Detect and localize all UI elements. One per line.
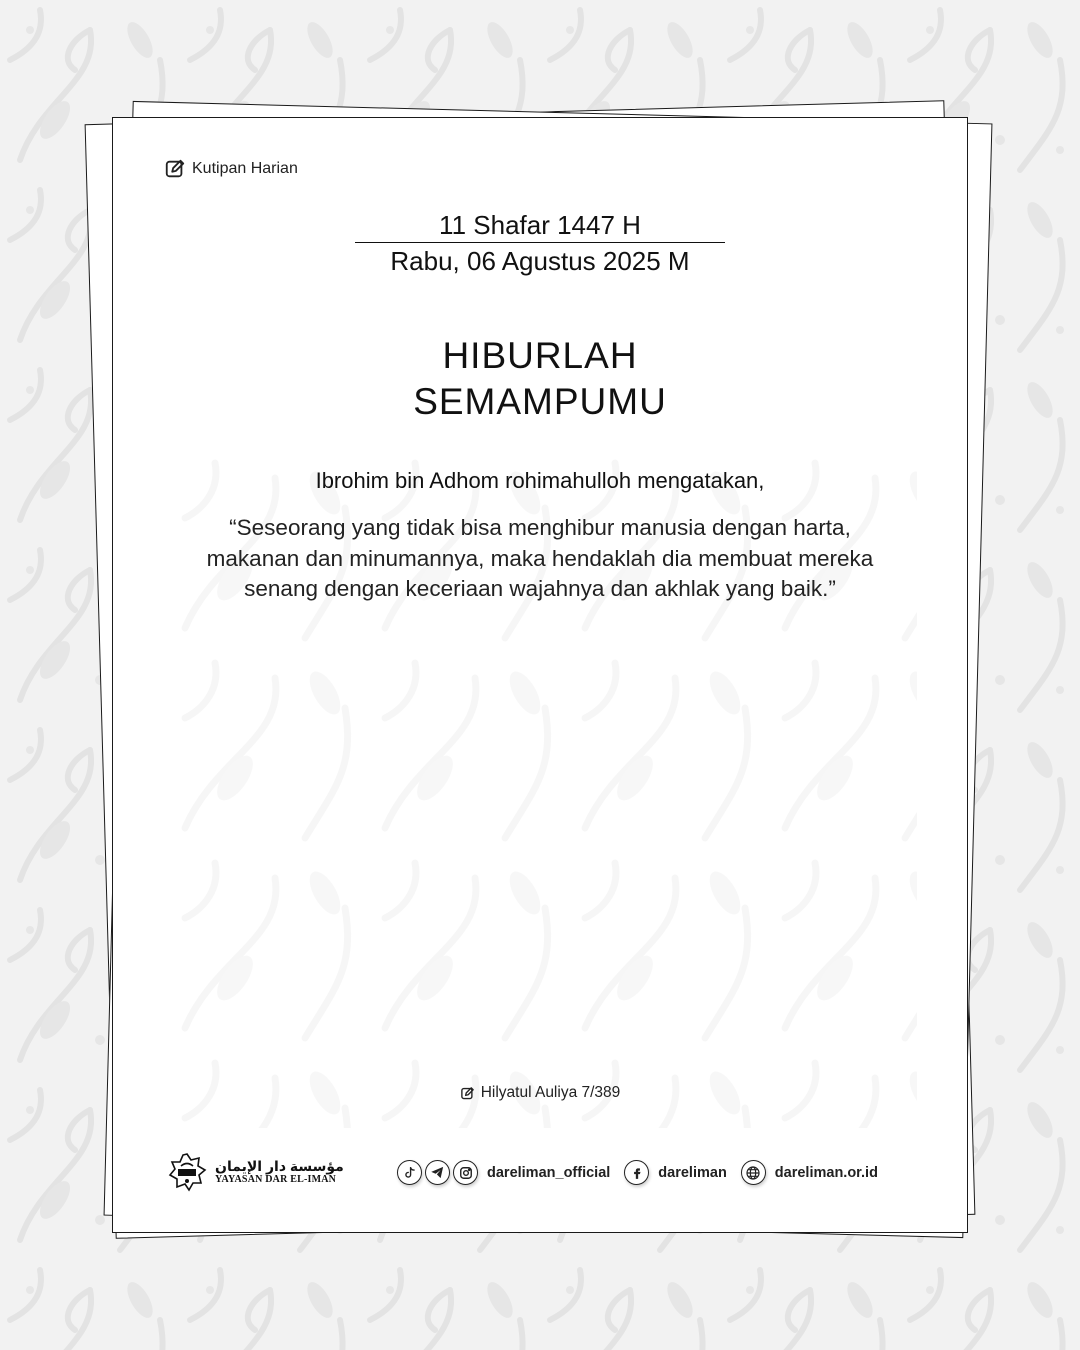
quote-page — [112, 117, 968, 1233]
title-line: SEMAMPUMU — [413, 381, 667, 422]
telegram-icon[interactable] — [425, 1160, 450, 1185]
social-links — [397, 1160, 892, 1185]
tiktok-icon[interactable] — [397, 1160, 422, 1185]
source-label: Hilyatul Auliya 7/389 — [480, 1084, 621, 1101]
speaker-line: Ibrohim bin Adhom rohimahulloh mengatakan, — [315, 468, 765, 493]
website-link[interactable]: dareliman.or.id — [774, 1164, 878, 1181]
foundation-name-arabic: مؤسسة دار الإيمان — [215, 1157, 344, 1174]
category-tag — [164, 158, 298, 180]
instagram-icon[interactable] — [453, 1160, 478, 1185]
quote-title — [113, 333, 967, 425]
facebook-icon[interactable] — [624, 1160, 649, 1185]
date-divider — [355, 242, 725, 243]
foundation-logo — [167, 1152, 344, 1192]
gregorian-date: Rabu, 06 Agustus 2025 M — [390, 246, 690, 276]
source-reference — [113, 1084, 967, 1102]
social-handle[interactable]: dareliman_official — [487, 1164, 611, 1181]
foundation-emblem-icon — [167, 1152, 207, 1192]
foundation-name: YAYASAN DAR EL-IMAN — [215, 1174, 337, 1186]
title-line: HIBURLAH — [442, 335, 638, 376]
globe-icon[interactable] — [741, 1160, 766, 1185]
edit-icon — [460, 1086, 475, 1101]
hijri-date: 11 Shafar 1447 H — [439, 210, 641, 240]
date-block — [113, 210, 967, 276]
quote-text: “Seseorang yang tidak bisa menghibur manusia dengan harta, makanan dan minumannya, maka hendaklah dia membuat mereka senang dengan keceriaan wajahnya dan akhlak yang baik.” — [206, 515, 874, 601]
category-label: Kutipan Harian — [192, 160, 298, 177]
facebook-handle[interactable]: dareliman — [658, 1164, 727, 1181]
edit-icon — [164, 158, 186, 180]
